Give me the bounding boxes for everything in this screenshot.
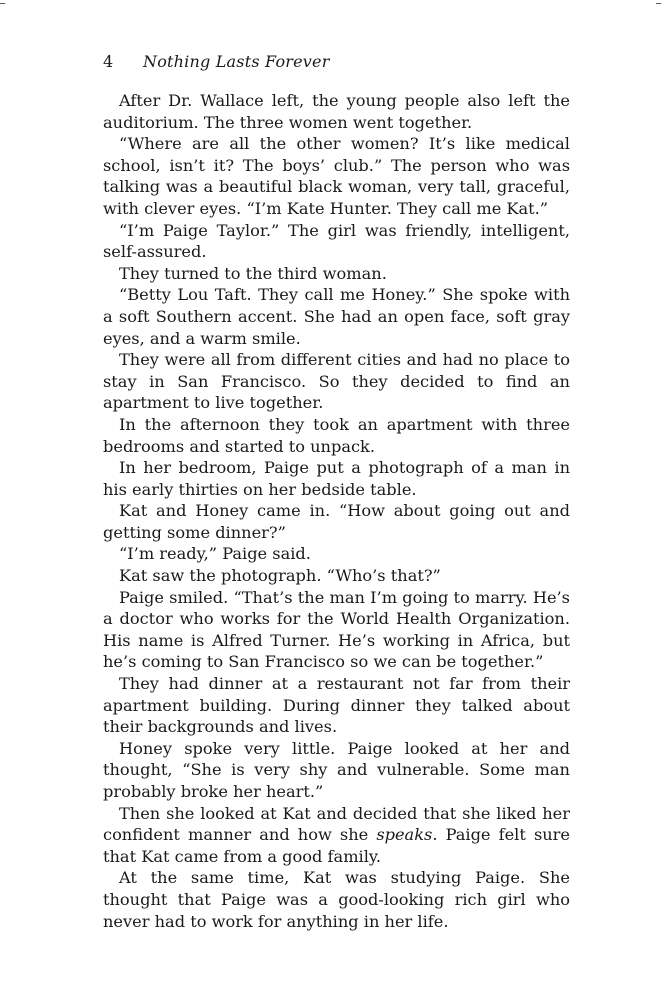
paragraph: In her bedroom, Paige put a photograph of a man in his early thirties on her bedside table. xyxy=(103,458,570,499)
paragraph: They were all from different cities and had no place to stay in San Francisco. So they decided to find an apartment to live together. xyxy=(103,350,570,413)
paragraph: In the afternoon they took an apartment with three bedrooms and started to unpack. xyxy=(103,414,570,456)
body-text xyxy=(103,90,570,932)
running-title: Nothing Lasts Forever xyxy=(143,52,330,71)
paragraph: Paige smiled. “That’s the man I’m going to marry. He’s a doctor who works for the World Health Organization. His name is Alfred Turner. He’s working in Africa, but he’s coming to San Francisco so we can be together.” xyxy=(103,587,570,672)
paragraph: At the same time, Kat was studying Paige. She thought that Paige was a good-looking rich girl who never had to work for anything in her life. xyxy=(103,868,570,931)
paragraph: They had dinner at a restaurant not far from their apartment building. During dinner they talked about their backgrounds and lives. xyxy=(103,674,570,737)
paragraph-text: Then she looked at Kat and decided that she liked her confident manner and how she xyxy=(103,803,570,845)
paragraph: Honey spoke very little. Paige looked at her and thought, “She is very shy and vulnerable. Some man probably broke her heart.” xyxy=(103,738,570,801)
paragraph xyxy=(103,803,570,868)
crop-mark-left xyxy=(0,3,5,4)
paragraph: Kat and Honey came in. “How about going out and getting some dinner?” xyxy=(103,501,570,542)
crop-mark-right xyxy=(656,3,661,4)
paragraph-text: . Paige felt sure that Kat came from a good family. xyxy=(103,825,570,866)
paragraph: “I’m Paige Taylor.” The girl was friendly, intelligent, self-assured. xyxy=(103,220,570,262)
paragraph: “I’m ready,” Paige said. xyxy=(119,544,311,564)
paragraph: After Dr. Wallace left, the young people also left the auditorium. The three women went together. xyxy=(103,91,570,132)
paragraph: They turned to the third woman. xyxy=(119,263,387,283)
paragraph: “Where are all the other women? It’s like medical school, isn’t it? The boys’ club.” The person who was talking was a beautiful black woman, very tall, graceful, with clever eyes. “I’m Kate Hunter. They call me Kat.” xyxy=(103,134,570,218)
running-header xyxy=(103,52,330,72)
paragraph: “Betty Lou Taft. They call me Honey.” She spoke with a soft Southern accent. She had an open face, soft gray eyes, and a warm smile. xyxy=(103,285,570,348)
page-number: 4 xyxy=(103,52,114,71)
paragraph: Kat saw the photograph. “Who’s that?” xyxy=(119,566,441,586)
emphasis-text: speaks xyxy=(376,825,433,845)
